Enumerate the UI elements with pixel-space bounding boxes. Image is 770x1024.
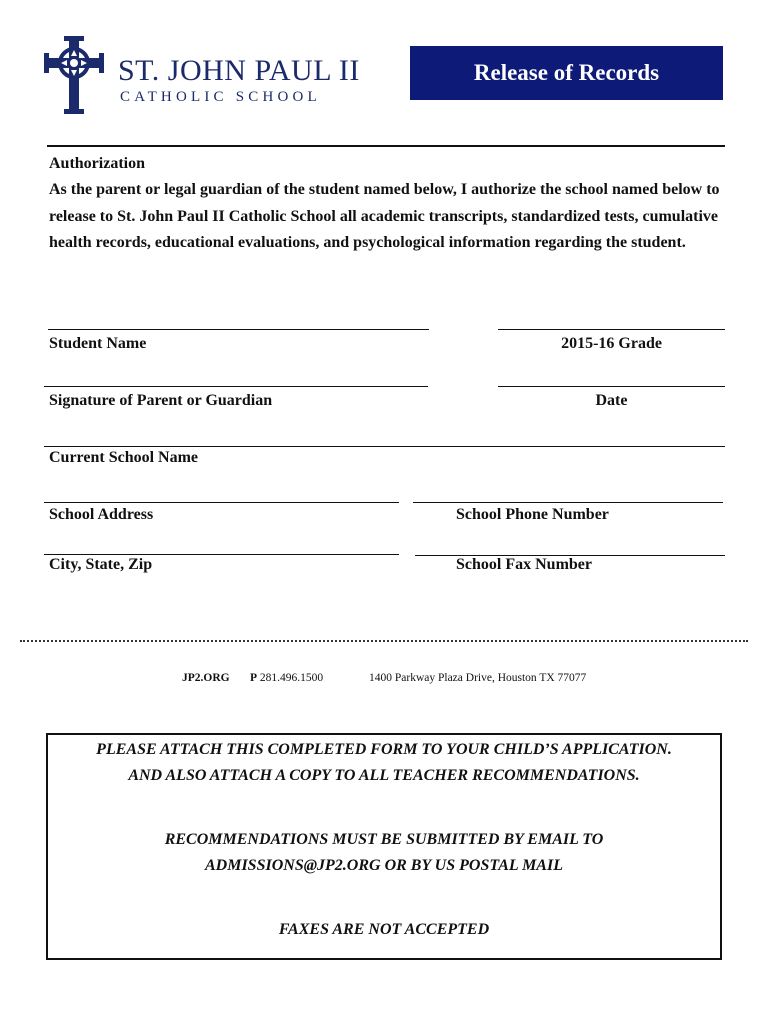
authorization-text: As the parent or legal guardian of the student named below, I authorize the school named below to release to St. John Paul II Catholic School all academic transcripts, standardized tests, cumulative health records, educational evaluations, and psychological information regarding the student. [49, 181, 720, 251]
dotted-divider [20, 640, 748, 642]
footer-website: JP2.ORG [182, 672, 230, 684]
current-school-label: Current School Name [49, 449, 199, 466]
divider [47, 145, 725, 147]
school-name: ST. JOHN PAUL II [118, 54, 360, 87]
school-address-line[interactable] [44, 502, 399, 503]
celtic-cross-icon [44, 36, 104, 114]
school-phone-label: School Phone Number [456, 506, 609, 523]
signature-line[interactable] [44, 386, 428, 387]
student-name-label: Student Name [49, 335, 147, 352]
school-subtitle: CATHOLIC SCHOOL [120, 89, 321, 105]
notice-line-5: FAXES ARE NOT ACCEPTED [278, 921, 490, 938]
footer-address: 1400 Parkway Plaza Drive, Houston TX 77077 [369, 672, 587, 684]
footer-phone-number: 281.496.1500 [259, 672, 324, 684]
school-fax-label: School Fax Number [456, 556, 592, 573]
notice-line-2: AND ALSO ATTACH A COPY TO ALL TEACHER RECOMMENDATIONS. [128, 767, 640, 784]
signature-label: Signature of Parent or Guardian [49, 392, 273, 409]
school-phone-line[interactable] [413, 502, 723, 503]
notice-line-4: ADMISSIONS@JP2.ORG OR BY US POSTAL MAIL [205, 857, 563, 874]
notice-line-3: RECOMMENDATIONS MUST BE SUBMITTED BY EMAIL TO [164, 831, 604, 848]
date-line[interactable] [498, 386, 725, 387]
title-banner [410, 46, 723, 100]
notice-line-1: PLEASE ATTACH THIS COMPLETED FORM TO YOUR CHILD’S APPLICATION. [96, 741, 672, 758]
current-school-line[interactable] [44, 446, 725, 447]
student-name-line[interactable] [48, 329, 429, 330]
page-title: Release of Records [473, 60, 660, 85]
authorization-heading: Authorization [49, 155, 145, 172]
footer-phone-label: P [250, 672, 258, 684]
date-label: Date [595, 392, 628, 409]
school-address-label: School Address [49, 506, 154, 523]
grade-line[interactable] [498, 329, 725, 330]
city-state-zip-label: City, State, Zip [49, 556, 153, 573]
grade-label: 2015-16 Grade [561, 335, 662, 352]
footer-phone [250, 671, 323, 685]
